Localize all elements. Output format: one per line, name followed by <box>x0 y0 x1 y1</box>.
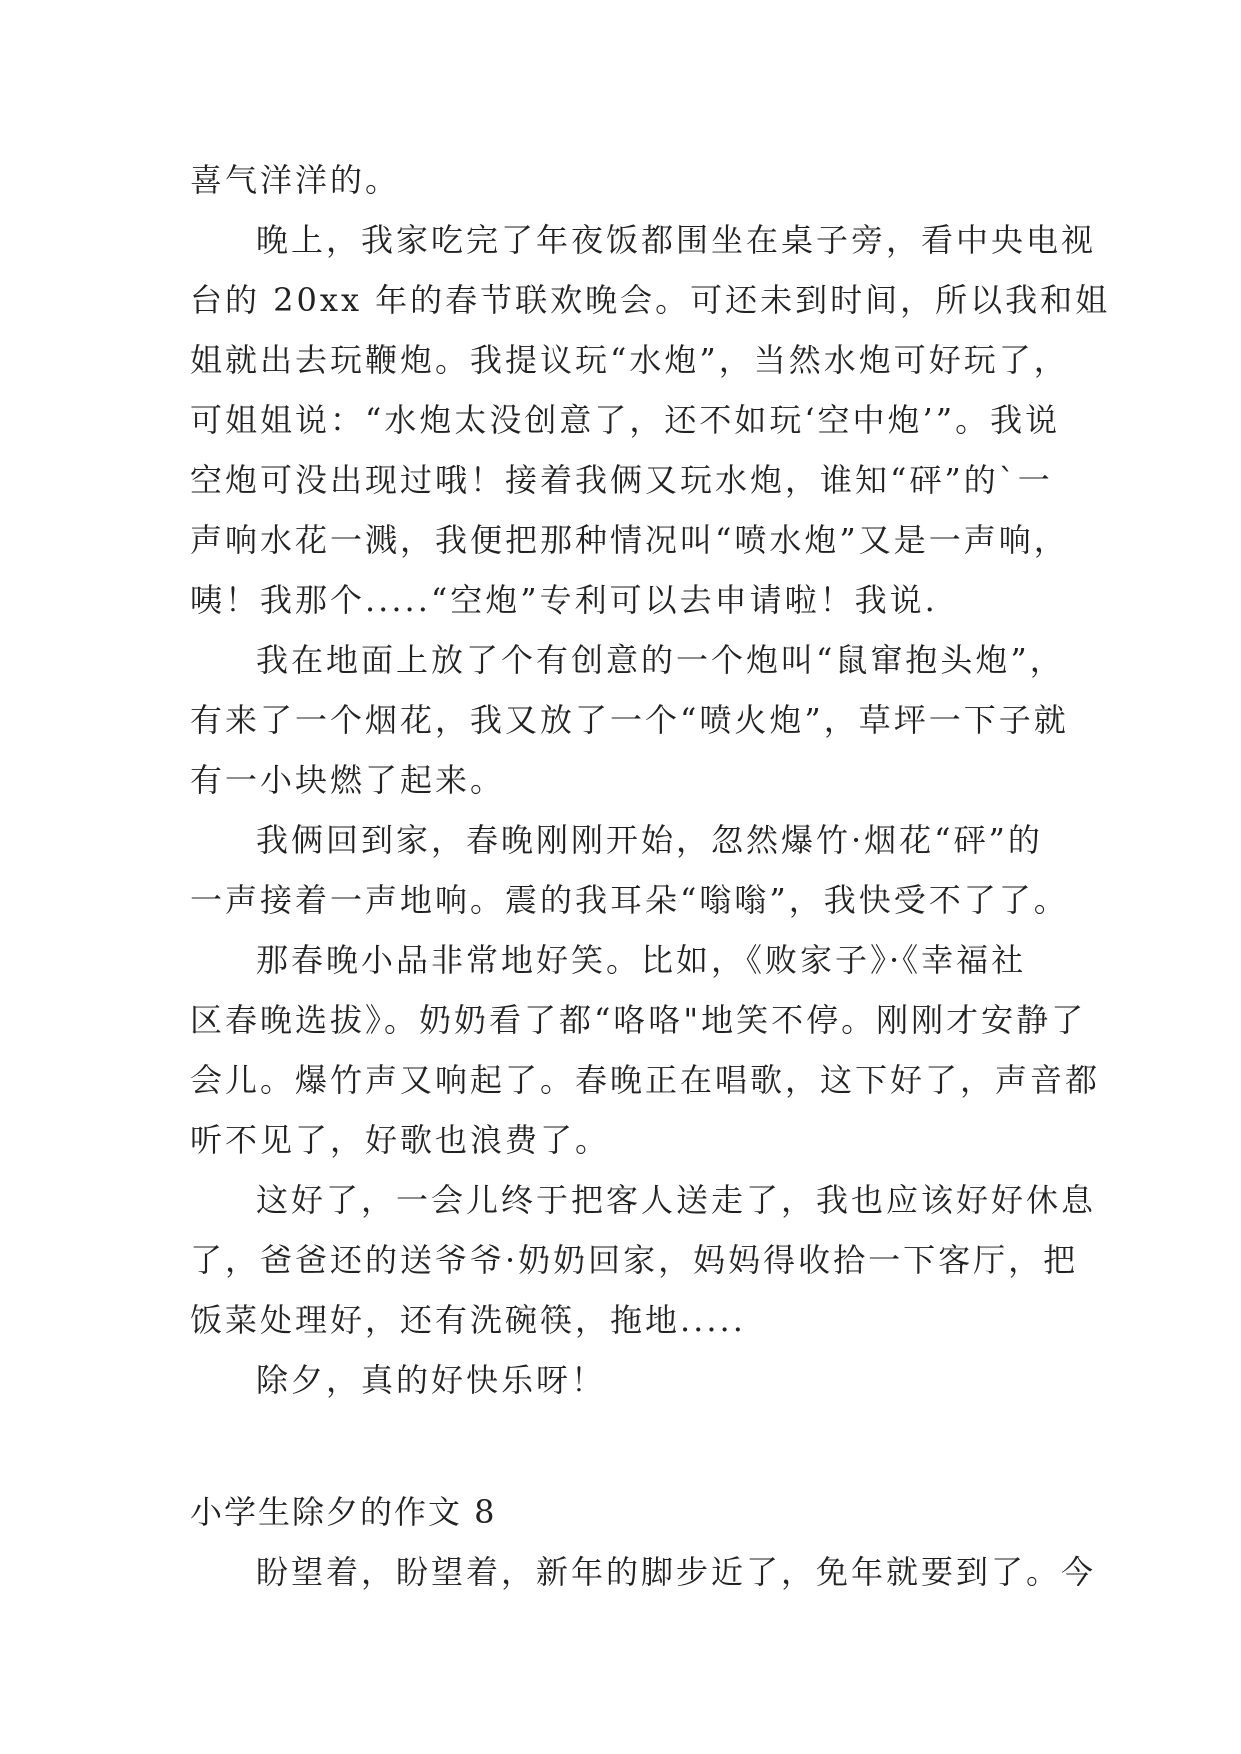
paragraph-line: 晚上，我家吃完了年夜饭都围坐在桌子旁，看中央电视 <box>256 221 1097 259</box>
section-spacing <box>190 1410 1060 1482</box>
paragraph-line: 我在地面上放了个有创意的一个炮叫“鼠窜抱头炮”， <box>256 641 1065 679</box>
paragraph-line: 声响水花一溅，我便把那种情况叫“喷水炮”又是一声响， <box>190 521 1069 559</box>
paragraph-line: 我俩回到家，春晚刚刚开始，忽然爆竹·烟花“砰”的 <box>256 821 1043 859</box>
paragraph-line: 那春晚小品非常地好笑。比如，《败家子》·《幸福社 <box>256 941 1027 979</box>
paragraph-line: 有来了一个烟花，我又放了一个“喷火炮”，草坪一下子就 <box>190 701 1069 739</box>
section-title: 小学生除夕的作文 8 <box>190 1493 497 1531</box>
paragraph-line: 可姐姐说：“水炮太没创意了，还不如玩‘空中炮’”。我说 <box>190 401 1061 439</box>
paragraph-line: 咦！我那个.....“空炮”专利可以去申请啦！我说. <box>190 581 938 619</box>
paragraph-line: 一声接着一声地响。震的我耳朵“嗡嗡”，我快受不了了。 <box>190 881 1069 919</box>
paragraph-line: 会儿。爆竹声又响起了。春晚正在唱歌，这下好了，声音都 <box>190 1061 1101 1099</box>
paragraph-line: 了，爸爸还的送爷爷·奶奶回家，妈妈得收拾一下客厅，把 <box>190 1241 1079 1279</box>
paragraph-line: 饭菜处理好，还有洗碗筷，拖地..... <box>190 1301 746 1339</box>
paragraph-line: 空炮可没出现过哦！接着我俩又玩水炮，谁知“砰”的`一 <box>190 461 1053 499</box>
paragraph-line: 台的 20xx 年的春节联欢晚会。可还未到时间，所以我和姐 <box>190 281 1111 319</box>
paragraph-line: 姐就出去玩鞭炮。我提议玩“水炮”，当然水炮可好玩了， <box>190 341 1069 379</box>
paragraph-line: 区春晚选拔》。奶奶看了都“咯咯"地笑不停。刚刚才安静了 <box>190 1001 1087 1039</box>
paragraph-line: 这好了，一会儿终于把客人送走了，我也应该好好休息 <box>256 1181 1097 1219</box>
paragraph-line: 听不见了，好歌也浪费了。 <box>190 1121 611 1159</box>
paragraph-line: 喜气洋洋的。 <box>190 161 401 199</box>
essay-text <box>190 150 1111 1602</box>
paragraph-line: 有一小块燃了起来。 <box>190 761 506 799</box>
paragraph-line: 除夕，真的好快乐呀！ <box>256 1361 607 1399</box>
paragraph-line: 盼望着，盼望着，新年的脚步近了，免年就要到了。今 <box>256 1553 1097 1591</box>
